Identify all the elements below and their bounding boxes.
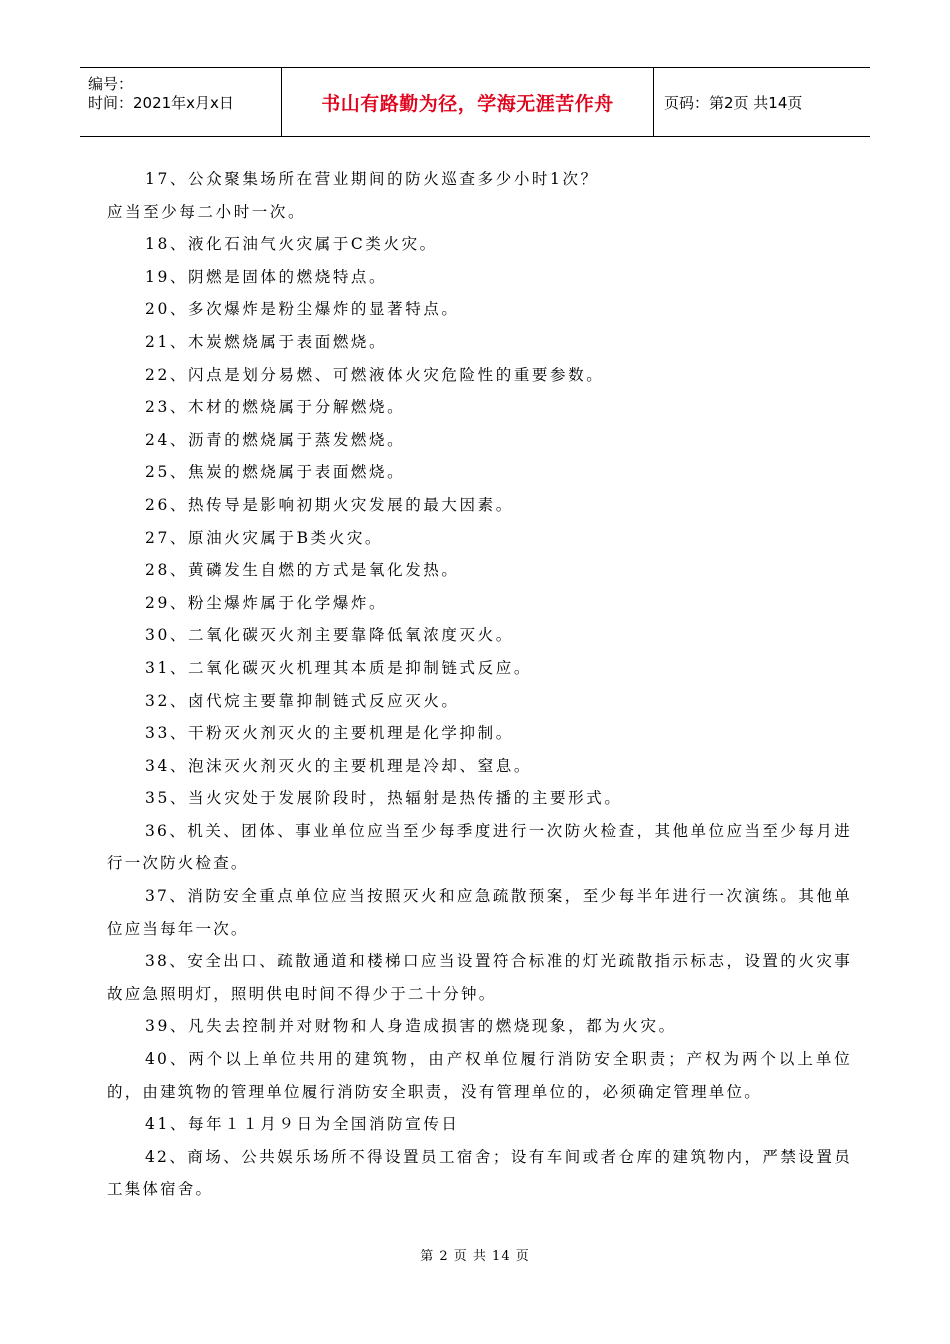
paragraph: 21、木炭燃烧属于表面燃烧。 xyxy=(145,332,388,351)
header-page-info: 页码：第2页 共14页 xyxy=(664,93,803,112)
header-motto-cell xyxy=(282,68,654,136)
document-header xyxy=(80,67,870,137)
paragraph: 32、卤代烷主要靠抑制链式反应灭火。 xyxy=(145,691,460,710)
paragraph: 41、每年１１月９日为全国消防宣传日 xyxy=(145,1115,460,1134)
paragraph: 20、多次爆炸是粉尘爆炸的显著特点。 xyxy=(145,300,460,319)
paragraph: 27、原油火灾属于B类火灾。 xyxy=(145,528,384,547)
paragraph: 35、当火灾处于发展阶段时，热辐射是热传播的主要形式。 xyxy=(145,789,623,808)
paragraph: 38、安全出口、疏散通道和楼梯口应当设置符合标准的灯光疏散指示标志，设置的火灾事故应急照明灯，照明供电时间不得少于二十分钟。 xyxy=(107,952,852,1003)
paragraph: 24、沥青的燃烧属于蒸发燃烧。 xyxy=(145,430,406,449)
paragraph: 25、焦炭的燃烧属于表面燃烧。 xyxy=(145,463,406,482)
header-meta-cell xyxy=(80,68,282,136)
paragraph: 23、木材的燃烧属于分解燃烧。 xyxy=(145,398,406,417)
paragraph: 36、机关、团体、事业单位应当至少每季度进行一次防火检查，其他单位应当至少每月进行一次防火检查。 xyxy=(107,821,852,873)
paragraph: 34、泡沫灭火剂灭火的主要机理是冷却、窒息。 xyxy=(145,756,532,775)
paragraph: 37、消防安全重点单位应当按照灭火和应急疏散预案，至少每半年进行一次演练。其他单位应当每年一次。 xyxy=(107,887,852,938)
paragraph: 28、黄磷发生自燃的方式是氧化发热。 xyxy=(145,561,460,580)
header-motto: 书山有路勤为径，学海无涯苦作舟 xyxy=(321,92,614,115)
paragraph: 33、干粉灭火剂灭火的主要机理是化学抑制。 xyxy=(145,724,514,743)
paragraph: 18、液化石油气火灾属于C类火灾。 xyxy=(145,235,438,254)
paragraph: 22、闪点是划分易燃、可燃液体火灾危险性的重要参数。 xyxy=(145,365,605,384)
document-time-label: 时间：2021年x月x日 xyxy=(88,94,234,112)
paragraph: 31、二氧化碳灭火机理其本质是抑制链式反应。 xyxy=(145,658,532,677)
document-body xyxy=(107,163,852,1206)
paragraph: 40、两个以上单位共用的建筑物，由产权单位履行消防安全职责；产权为两个以上单位的，由建筑物的管理单位履行消防安全职责，没有管理单位的，必须确定管理单位。 xyxy=(107,1050,852,1101)
paragraph: 39、凡失去控制并对财物和人身造成损害的燃烧现象，都为火灾。 xyxy=(145,1017,677,1036)
paragraph: 29、粉尘爆炸属于化学爆炸。 xyxy=(145,593,388,612)
paragraph: 19、阴燃是固体的燃烧特点。 xyxy=(145,267,388,286)
paragraph: 30、二氧化碳灭火剂主要靠降低氧浓度灭火。 xyxy=(145,626,514,645)
paragraph: 42、商场、公共娱乐场所不得设置员工宿舍；设有车间或者仓库的建筑物内，严禁设置员工集体宿舍。 xyxy=(107,1147,852,1199)
header-page-cell xyxy=(654,68,870,136)
paragraph: 26、热传导是影响初期火灾发展的最大因素。 xyxy=(145,495,514,514)
paragraph: 17、公众聚集场所在营业期间的防火巡查多少小时1次？ xyxy=(145,170,599,188)
page-footer: 第 2 页 共 14 页 xyxy=(420,1249,530,1264)
document-number-label: 编号： xyxy=(88,75,134,93)
paragraph: 应当至少每二小时一次。 xyxy=(107,202,307,221)
